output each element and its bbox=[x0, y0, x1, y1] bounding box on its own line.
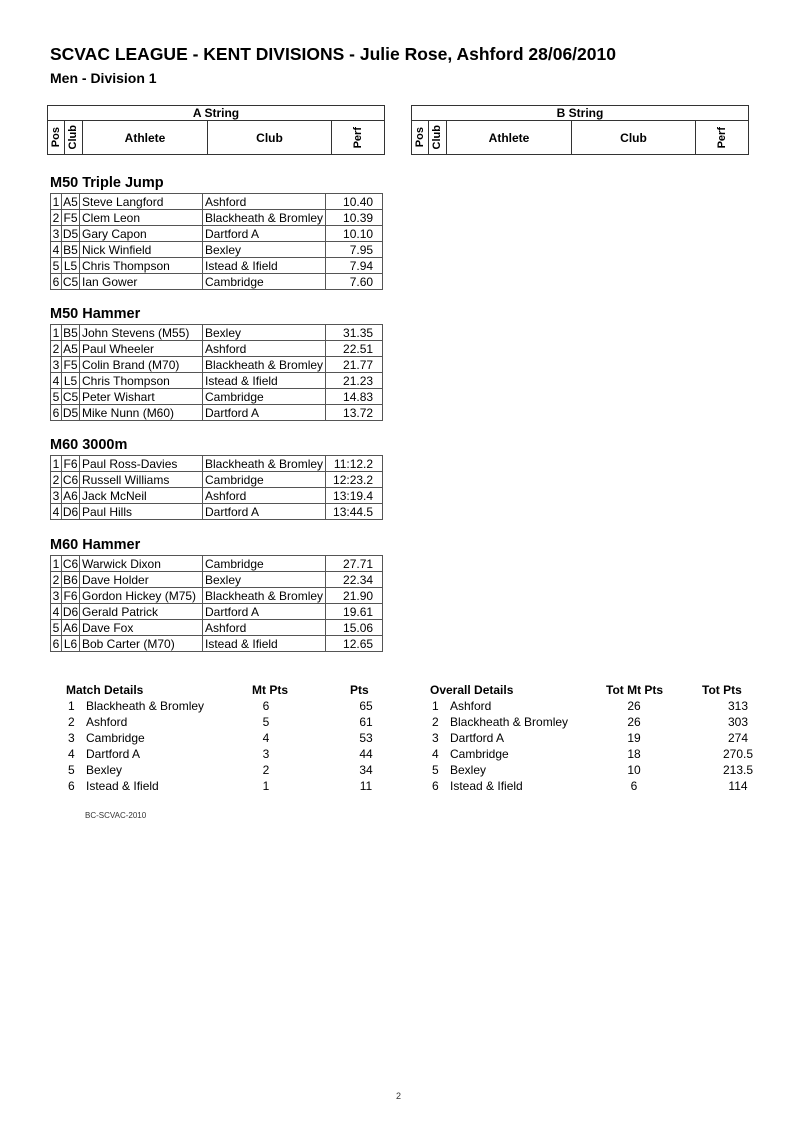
summary-mt-points: 5 bbox=[262, 715, 270, 729]
table-row bbox=[51, 604, 383, 620]
performance-cell: 7.95 bbox=[326, 242, 383, 258]
document-code: BC-SCVAC-2010 bbox=[85, 811, 147, 820]
summary-position: 1 bbox=[432, 699, 439, 713]
club-cell: Dartford A bbox=[203, 405, 326, 421]
event-results-table bbox=[50, 455, 383, 520]
summary-club: Dartford A bbox=[86, 747, 141, 761]
page-number: 2 bbox=[396, 1091, 402, 1101]
club-code-cell: A5 bbox=[63, 341, 78, 356]
position-cell: 1 bbox=[51, 556, 62, 572]
match-details bbox=[62, 683, 382, 795]
position-cell: 1 bbox=[51, 325, 62, 341]
club-code-cell: A6 bbox=[63, 488, 78, 503]
performance-cell: 22.34 bbox=[326, 572, 383, 588]
club-cell: Bexley bbox=[203, 325, 326, 341]
club-code-cell: D5 bbox=[62, 226, 79, 241]
athlete-cell: Ian Gower bbox=[80, 274, 203, 290]
position-cell: 6 bbox=[51, 274, 62, 290]
club-code-cell: B5 bbox=[63, 242, 78, 257]
performance-cell: 7.94 bbox=[326, 258, 383, 274]
club-cell: Ashford bbox=[203, 620, 326, 636]
page-title: SCVAC LEAGUE - KENT DIVISIONS - Julie Rose, Ashford 28/06/2010 bbox=[50, 44, 616, 64]
athlete-cell: Paul Hills bbox=[80, 504, 203, 520]
position-cell: 5 bbox=[51, 258, 62, 274]
performance-cell: 15.06 bbox=[326, 620, 383, 636]
club-cell: Cambridge bbox=[203, 389, 326, 405]
club-cell: Dartford A bbox=[203, 604, 326, 620]
club-cell: Cambridge bbox=[203, 472, 326, 488]
table-row bbox=[51, 194, 383, 210]
summary-club: Ashford bbox=[450, 699, 492, 713]
athlete-cell: Dave Fox bbox=[80, 620, 203, 636]
division-subtitle: Men - Division 1 bbox=[50, 70, 157, 86]
performance-cell: 31.35 bbox=[326, 325, 383, 341]
summary-club: Dartford A bbox=[450, 731, 505, 745]
perf-column-header: Perf bbox=[352, 126, 364, 149]
summary-position: 3 bbox=[68, 731, 75, 745]
performance-cell: 21.77 bbox=[326, 357, 383, 373]
performance-cell: 12:23.2 bbox=[326, 472, 383, 488]
club-code-cell: F5 bbox=[63, 357, 78, 372]
athlete-cell: Paul Wheeler bbox=[80, 341, 203, 357]
summary-club: Bexley bbox=[86, 763, 123, 777]
club-code-cell: L5 bbox=[62, 373, 80, 389]
athlete-cell: John Stevens (M55) bbox=[80, 325, 203, 341]
athlete-cell: Peter Wishart bbox=[80, 389, 203, 405]
club-code-cell: L5 bbox=[62, 258, 80, 274]
table-row bbox=[51, 389, 383, 405]
summary-row bbox=[62, 699, 382, 715]
summary-points: 53 bbox=[359, 731, 373, 745]
summary-position: 4 bbox=[68, 747, 75, 761]
table-row bbox=[51, 373, 383, 389]
summary-mt-points: 26 bbox=[627, 715, 641, 729]
summary-row bbox=[62, 747, 382, 763]
summary-club: Cambridge bbox=[86, 731, 145, 745]
position-cell: 6 bbox=[51, 405, 62, 421]
summary-row bbox=[426, 715, 756, 731]
position-cell: 4 bbox=[51, 373, 62, 389]
performance-cell: 22.51 bbox=[326, 341, 383, 357]
summary-position: 5 bbox=[432, 763, 439, 777]
table-row bbox=[51, 588, 383, 604]
summary-row bbox=[426, 747, 756, 763]
club-cell: Cambridge bbox=[203, 556, 326, 572]
performance-cell: 10.40 bbox=[326, 194, 383, 210]
table-row bbox=[51, 572, 383, 588]
summary-club: Ashford bbox=[86, 715, 128, 729]
summary-points: 313 bbox=[727, 699, 749, 713]
position-cell: 5 bbox=[51, 620, 62, 636]
athlete-cell: Paul Ross-Davies bbox=[80, 456, 203, 472]
club-cell: Istead & Ifield bbox=[203, 258, 326, 274]
performance-cell: 11:12.2 bbox=[326, 456, 383, 472]
performance-cell: 13:44.5 bbox=[326, 504, 383, 520]
b-string-label: B String bbox=[412, 106, 749, 121]
summary-position: 2 bbox=[432, 715, 439, 729]
position-cell: 3 bbox=[51, 488, 62, 504]
position-cell: 2 bbox=[51, 572, 62, 588]
table-row bbox=[51, 210, 383, 226]
table-row bbox=[51, 258, 383, 274]
club-code-cell: A5 bbox=[63, 194, 78, 209]
club-code-cell: C6 bbox=[62, 472, 79, 487]
athlete-cell: Gerald Patrick bbox=[80, 604, 203, 620]
summary-mt-points: 18 bbox=[627, 747, 641, 761]
athlete-column-header: Athlete bbox=[83, 121, 208, 155]
summary-row bbox=[62, 715, 382, 731]
club-code-cell: A6 bbox=[63, 620, 78, 635]
athlete-cell: Russell Williams bbox=[80, 472, 203, 488]
club-cell: Blackheath & Bromley bbox=[203, 210, 326, 226]
club-cell: Ashford bbox=[203, 488, 326, 504]
club-code-cell: B5 bbox=[63, 325, 78, 340]
summary-points: 213.5 bbox=[722, 763, 754, 777]
position-cell: 2 bbox=[51, 210, 62, 226]
summary-points: 11 bbox=[359, 779, 373, 793]
club-code-cell: D6 bbox=[62, 504, 79, 519]
table-row bbox=[51, 472, 383, 488]
table-row bbox=[51, 488, 383, 504]
event-title: M50 Hammer bbox=[50, 306, 141, 322]
table-row bbox=[51, 325, 383, 341]
athlete-cell: Clem Leon bbox=[80, 210, 203, 226]
club-column-header: Club bbox=[572, 121, 696, 155]
summary-position: 5 bbox=[68, 763, 75, 777]
overall-details-label: Overall Details bbox=[430, 683, 514, 697]
athlete-cell: Bob Carter (M70) bbox=[80, 636, 203, 652]
summary-position: 2 bbox=[68, 715, 75, 729]
performance-cell: 27.71 bbox=[326, 556, 383, 572]
perf-column-header: Perf bbox=[716, 126, 728, 149]
summary-mt-points: 3 bbox=[262, 747, 270, 761]
table-row bbox=[51, 556, 383, 572]
event-section bbox=[50, 306, 383, 421]
summary-points: 274 bbox=[727, 731, 749, 745]
summary-club: Blackheath & Bromley bbox=[86, 699, 205, 713]
position-cell: 1 bbox=[51, 194, 62, 210]
match-pts-header: Pts bbox=[350, 683, 369, 697]
position-cell: 3 bbox=[51, 226, 62, 242]
performance-cell: 13.72 bbox=[326, 405, 383, 421]
position-cell: 3 bbox=[51, 588, 62, 604]
athlete-cell: Jack McNeil bbox=[80, 488, 203, 504]
club-cell: Ashford bbox=[203, 194, 326, 210]
club-cell: Cambridge bbox=[203, 274, 326, 290]
athlete-cell: Warwick Dixon bbox=[80, 556, 203, 572]
position-cell: 3 bbox=[51, 357, 62, 373]
summary-mt-points: 6 bbox=[262, 699, 270, 713]
event-section bbox=[50, 537, 383, 652]
club-cell: Blackheath & Bromley bbox=[203, 357, 326, 373]
summary-mt-points: 19 bbox=[627, 731, 641, 745]
performance-cell: 19.61 bbox=[326, 604, 383, 620]
club-cell: Blackheath & Bromley bbox=[203, 456, 326, 472]
position-cell: 4 bbox=[51, 604, 62, 620]
performance-cell: 14.83 bbox=[326, 389, 383, 405]
summary-points: 65 bbox=[359, 699, 373, 713]
match-mt-pts-header: Mt Pts bbox=[252, 683, 288, 697]
position-cell: 2 bbox=[51, 341, 62, 357]
overall-tot-mt-pts-header: Tot Mt Pts bbox=[606, 683, 664, 697]
athlete-cell: Colin Brand (M70) bbox=[80, 357, 203, 373]
event-section bbox=[50, 175, 383, 290]
pos-column-header: Pos bbox=[414, 127, 426, 148]
event-section bbox=[50, 437, 383, 520]
table-row bbox=[51, 341, 383, 357]
overall-tot-pts-header: Tot Pts bbox=[702, 683, 742, 697]
club-code-cell: C6 bbox=[62, 556, 79, 571]
b-string-header bbox=[411, 105, 749, 155]
summary-points: 44 bbox=[359, 747, 373, 761]
table-row bbox=[51, 456, 383, 472]
summary-points: 114 bbox=[728, 779, 748, 793]
club-code-cell: F6 bbox=[63, 456, 78, 471]
table-row bbox=[51, 274, 383, 290]
position-cell: 5 bbox=[51, 389, 62, 405]
summary-mt-points: 10 bbox=[627, 763, 641, 777]
table-row bbox=[51, 242, 383, 258]
summary-row bbox=[426, 763, 756, 779]
athlete-cell: Nick Winfield bbox=[80, 242, 203, 258]
summary-position: 6 bbox=[68, 779, 75, 793]
club-code-column-header: Club bbox=[67, 125, 79, 150]
table-row bbox=[51, 620, 383, 636]
position-cell: 1 bbox=[51, 456, 62, 472]
performance-cell: 7.60 bbox=[326, 274, 383, 290]
club-cell: Blackheath & Bromley bbox=[203, 588, 326, 604]
club-cell: Bexley bbox=[203, 242, 326, 258]
position-cell: 4 bbox=[51, 242, 62, 258]
athlete-cell: Gary Capon bbox=[80, 226, 203, 242]
summary-mt-points: 1 bbox=[262, 779, 270, 793]
event-results-table bbox=[50, 324, 383, 421]
summary-mt-points: 6 bbox=[630, 779, 638, 793]
summary-points: 34 bbox=[359, 763, 373, 777]
summary-position: 4 bbox=[432, 747, 439, 761]
summary-club: Istead & Ifield bbox=[450, 779, 523, 793]
athlete-cell: Chris Thompson bbox=[80, 258, 203, 274]
athlete-column-header: Athlete bbox=[447, 121, 572, 155]
summary-position: 1 bbox=[68, 699, 75, 713]
club-cell: Istead & Ifield bbox=[203, 636, 326, 652]
club-code-column-header: Club bbox=[431, 125, 443, 150]
table-row bbox=[51, 405, 383, 421]
event-results-table bbox=[50, 193, 383, 290]
athlete-cell: Chris Thompson bbox=[80, 373, 203, 389]
athlete-cell: Gordon Hickey (M75) bbox=[80, 588, 203, 604]
performance-cell: 13:19.4 bbox=[326, 488, 383, 504]
position-cell: 4 bbox=[51, 504, 62, 520]
summary-mt-points: 4 bbox=[262, 731, 270, 745]
position-cell: 2 bbox=[51, 472, 62, 488]
club-code-cell: F6 bbox=[63, 588, 78, 603]
summary-points: 303 bbox=[727, 715, 749, 729]
summary-mt-points: 26 bbox=[627, 699, 641, 713]
club-cell: Dartford A bbox=[203, 504, 326, 520]
summary-club: Istead & Ifield bbox=[86, 779, 159, 793]
summary-club: Blackheath & Bromley bbox=[450, 715, 569, 729]
club-code-cell: F5 bbox=[63, 210, 78, 225]
match-details-label: Match Details bbox=[66, 683, 144, 697]
summary-position: 6 bbox=[432, 779, 439, 793]
event-title: M60 Hammer bbox=[50, 537, 141, 553]
summary-row bbox=[426, 731, 756, 747]
club-code-cell: D6 bbox=[62, 604, 79, 619]
summary-row bbox=[62, 779, 382, 795]
table-row bbox=[51, 504, 383, 520]
performance-cell: 10.10 bbox=[326, 226, 383, 242]
club-code-cell: L6 bbox=[62, 636, 80, 652]
athlete-cell: Steve Langford bbox=[80, 194, 203, 210]
performance-cell: 21.23 bbox=[326, 373, 383, 389]
club-cell: Ashford bbox=[203, 341, 326, 357]
summary-row bbox=[426, 779, 756, 795]
summary-club: Cambridge bbox=[450, 747, 509, 761]
event-results-table bbox=[50, 555, 383, 652]
club-cell: Bexley bbox=[203, 572, 326, 588]
pos-column-header: Pos bbox=[50, 127, 62, 148]
performance-cell: 10.39 bbox=[326, 210, 383, 226]
overall-details bbox=[426, 683, 756, 795]
club-cell: Dartford A bbox=[203, 226, 326, 242]
summary-points: 270.5 bbox=[722, 747, 754, 761]
summary-row bbox=[62, 731, 382, 747]
performance-cell: 12.65 bbox=[326, 636, 383, 652]
table-row bbox=[51, 636, 383, 652]
a-string-header bbox=[47, 105, 385, 155]
summary-points: 61 bbox=[359, 715, 373, 729]
athlete-cell: Dave Holder bbox=[80, 572, 203, 588]
summary-row bbox=[62, 763, 382, 779]
summary-mt-points: 2 bbox=[262, 763, 270, 777]
club-code-cell: B6 bbox=[63, 572, 78, 587]
club-code-cell: C5 bbox=[62, 389, 79, 404]
a-string-label: A String bbox=[48, 106, 385, 121]
club-column-header: Club bbox=[208, 121, 332, 155]
athlete-cell: Mike Nunn (M60) bbox=[80, 405, 203, 421]
summary-position: 3 bbox=[432, 731, 439, 745]
table-row bbox=[51, 357, 383, 373]
club-cell: Istead & Ifield bbox=[203, 373, 326, 389]
table-row bbox=[51, 226, 383, 242]
position-cell: 6 bbox=[51, 636, 62, 652]
event-title: M50 Triple Jump bbox=[50, 175, 164, 191]
club-code-cell: D5 bbox=[62, 405, 79, 420]
summary-club: Bexley bbox=[450, 763, 487, 777]
event-title: M60 3000m bbox=[50, 437, 128, 453]
summary-row bbox=[426, 699, 756, 715]
performance-cell: 21.90 bbox=[326, 588, 383, 604]
club-code-cell: C5 bbox=[62, 274, 79, 289]
